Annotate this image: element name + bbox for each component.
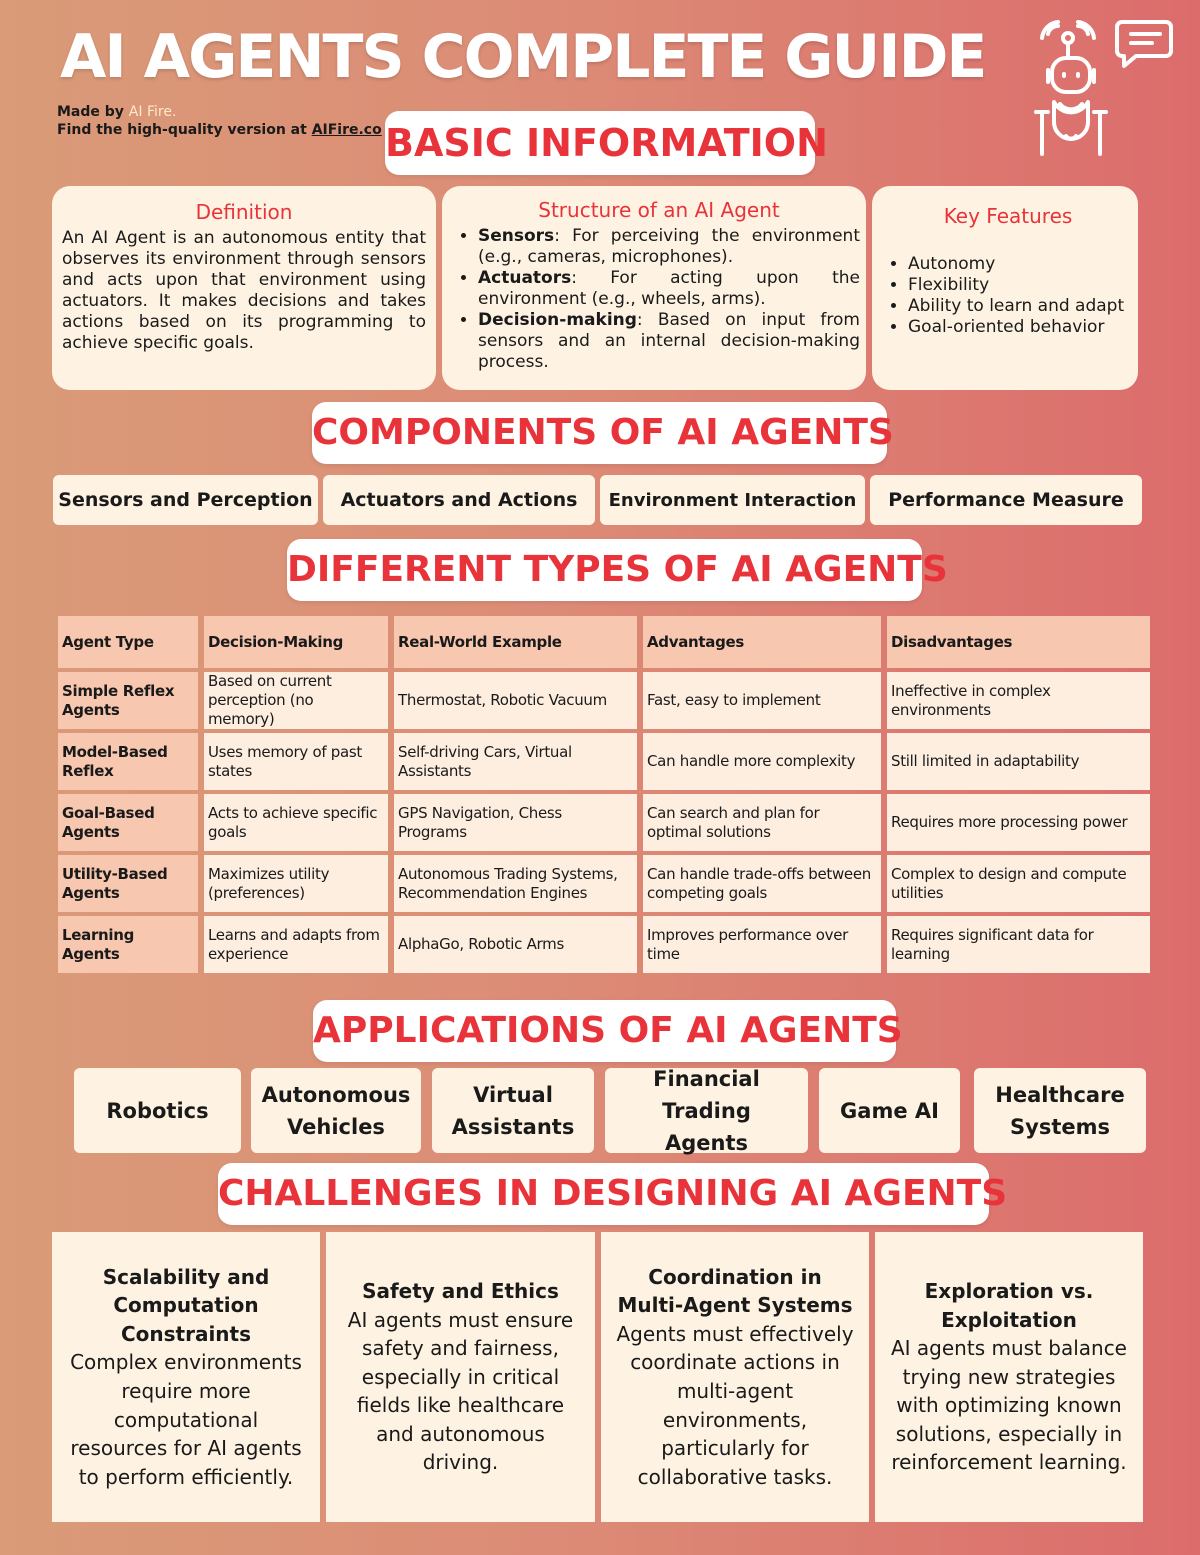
application-financial-trading: Financial Trading Agents bbox=[605, 1068, 808, 1153]
cell-agent-type: Learning Agents bbox=[58, 916, 198, 973]
component-sensors: Sensors and Perception bbox=[53, 475, 318, 525]
table-row bbox=[58, 733, 1150, 790]
credits bbox=[57, 103, 382, 139]
made-by-name: AI Fire. bbox=[128, 104, 177, 120]
application-virtual-assistants: Virtual Assistants bbox=[432, 1068, 594, 1153]
find-line bbox=[57, 121, 382, 139]
page-title: AI AGENTS COMPLETE GUIDE bbox=[60, 22, 986, 92]
application-healthcare: Healthcare Systems bbox=[974, 1068, 1146, 1153]
table-row bbox=[58, 855, 1150, 912]
structure-list bbox=[458, 226, 860, 373]
cell-example: Thermostat, Robotic Vacuum bbox=[394, 672, 637, 729]
cell-disadvantages: Requires significant data for learning bbox=[887, 916, 1150, 973]
structure-item-sensors: • Sensors: For perceiving the environment (e.g., cameras, microphones). bbox=[478, 226, 860, 268]
cell-disadvantages: Still limited in adaptability bbox=[887, 733, 1150, 790]
features-list bbox=[888, 254, 1128, 338]
section-challenges: CHALLENGES IN DESIGNING AI AGENTS bbox=[218, 1163, 989, 1225]
cell-example: Autonomous Trading Systems, Recommendation Engines bbox=[394, 855, 637, 912]
feature-item: • Goal-oriented behavior bbox=[908, 317, 1128, 338]
agent-types-table bbox=[52, 612, 1156, 977]
challenge-title: Safety and Ethics bbox=[362, 1278, 559, 1303]
challenge-title: Scalability and Computation Constraints bbox=[102, 1264, 270, 1346]
structure-title: Structure of an AI Agent bbox=[538, 198, 780, 222]
structure-item-actuators: • Actuators: For acting upon the environment (e.g., wheels, arms). bbox=[478, 268, 860, 310]
cell-decision: Maximizes utility (preferences) bbox=[204, 855, 388, 912]
cell-advantages: Fast, easy to implement bbox=[643, 672, 881, 729]
cell-example: GPS Navigation, Chess Programs bbox=[394, 794, 637, 851]
table-row bbox=[58, 794, 1150, 851]
challenge-title: Exploration vs. Exploitation bbox=[924, 1278, 1094, 1332]
challenge-title: Coordination in Multi-Agent Systems bbox=[617, 1264, 853, 1318]
table-row bbox=[58, 916, 1150, 973]
find-text: Find the high-quality version at bbox=[57, 122, 307, 138]
cell-advantages: Improves performance over time bbox=[643, 916, 881, 973]
site-link[interactable]: AIFire.co bbox=[311, 122, 382, 138]
cell-disadvantages: Requires more processing power bbox=[887, 794, 1150, 851]
feature-item: • Flexibility bbox=[908, 275, 1128, 296]
challenge-safety bbox=[326, 1232, 595, 1522]
cell-agent-type: Utility-Based Agents bbox=[58, 855, 198, 912]
challenge-coordination bbox=[601, 1232, 869, 1522]
made-by-line bbox=[57, 103, 382, 121]
header-advantages: Advantages bbox=[643, 616, 881, 668]
cell-agent-type: Simple Reflex Agents bbox=[58, 672, 198, 729]
challenge-text: Complex environments require more computational resources for AI agents to perform efficiently. bbox=[70, 1350, 302, 1489]
component-environment: Environment Interaction bbox=[600, 475, 865, 525]
cell-agent-type: Goal-Based Agents bbox=[58, 794, 198, 851]
cell-example: AlphaGo, Robotic Arms bbox=[394, 916, 637, 973]
cell-decision: Acts to achieve specific goals bbox=[204, 794, 388, 851]
cell-advantages: Can handle more complexity bbox=[643, 733, 881, 790]
challenge-text: AI agents must ensure safety and fairness, especially in critical fields like healthcare and autonomous driving. bbox=[347, 1307, 574, 1475]
robot-icon bbox=[1030, 16, 1175, 161]
header-decision-making: Decision-Making bbox=[204, 616, 388, 668]
component-performance: Performance Measure bbox=[870, 475, 1142, 525]
cell-decision: Uses memory of past states bbox=[204, 733, 388, 790]
cell-advantages: Can handle trade-offs between competing goals bbox=[643, 855, 881, 912]
features-card bbox=[872, 186, 1138, 390]
definition-card bbox=[52, 186, 436, 390]
challenge-text: AI agents must balance trying new strategies with optimizing known solutions, especially in reinforcement learning. bbox=[890, 1336, 1127, 1475]
challenge-scalability bbox=[52, 1232, 320, 1522]
cell-decision: Learns and adapts from experience bbox=[204, 916, 388, 973]
definition-title: Definition bbox=[195, 200, 293, 224]
structure-item-decision: • Decision-making: Based on input from sensors and an internal decision-making process. bbox=[478, 310, 860, 373]
cell-decision: Based on current perception (no memory) bbox=[204, 672, 388, 729]
definition-text: An AI Agent is an autonomous entity that observes its environment through sensors and acts upon that environment using actuators. It makes decisions and takes actions based on its programming to achieve specific goals. bbox=[62, 228, 426, 353]
header-disadvantages: Disadvantages bbox=[887, 616, 1150, 668]
feature-item: • Ability to learn and adapt bbox=[908, 296, 1128, 317]
structure-card bbox=[442, 186, 866, 390]
section-basic-information: BASIC INFORMATION bbox=[385, 111, 815, 175]
section-components: COMPONENTS OF AI AGENTS bbox=[312, 402, 887, 464]
cell-disadvantages: Complex to design and compute utilities bbox=[887, 855, 1150, 912]
section-applications: APPLICATIONS OF AI AGENTS bbox=[313, 1000, 896, 1062]
application-robotics: Robotics bbox=[74, 1068, 241, 1153]
cell-example: Self-driving Cars, Virtual Assistants bbox=[394, 733, 637, 790]
table-header-row bbox=[58, 616, 1150, 668]
cell-advantages: Can search and plan for optimal solutions bbox=[643, 794, 881, 851]
header-example: Real-World Example bbox=[394, 616, 637, 668]
challenge-exploration bbox=[875, 1232, 1143, 1522]
application-autonomous-vehicles: Autonomous Vehicles bbox=[251, 1068, 421, 1153]
header-agent-type: Agent Type bbox=[58, 616, 198, 668]
cell-agent-type: Model-Based Reflex bbox=[58, 733, 198, 790]
features-title: Key Features bbox=[943, 204, 1073, 228]
feature-item: • Autonomy bbox=[908, 254, 1128, 275]
made-by-prefix: Made by bbox=[57, 104, 124, 120]
component-actuators: Actuators and Actions bbox=[323, 475, 595, 525]
cell-disadvantages: Ineffective in complex environments bbox=[887, 672, 1150, 729]
section-types: DIFFERENT TYPES OF AI AGENTS bbox=[287, 539, 922, 601]
challenge-text: Agents must effectively coordinate actions in multi-agent environments, particularly for collaborative tasks. bbox=[616, 1321, 854, 1489]
table-row bbox=[58, 672, 1150, 729]
application-game-ai: Game AI bbox=[819, 1068, 960, 1153]
